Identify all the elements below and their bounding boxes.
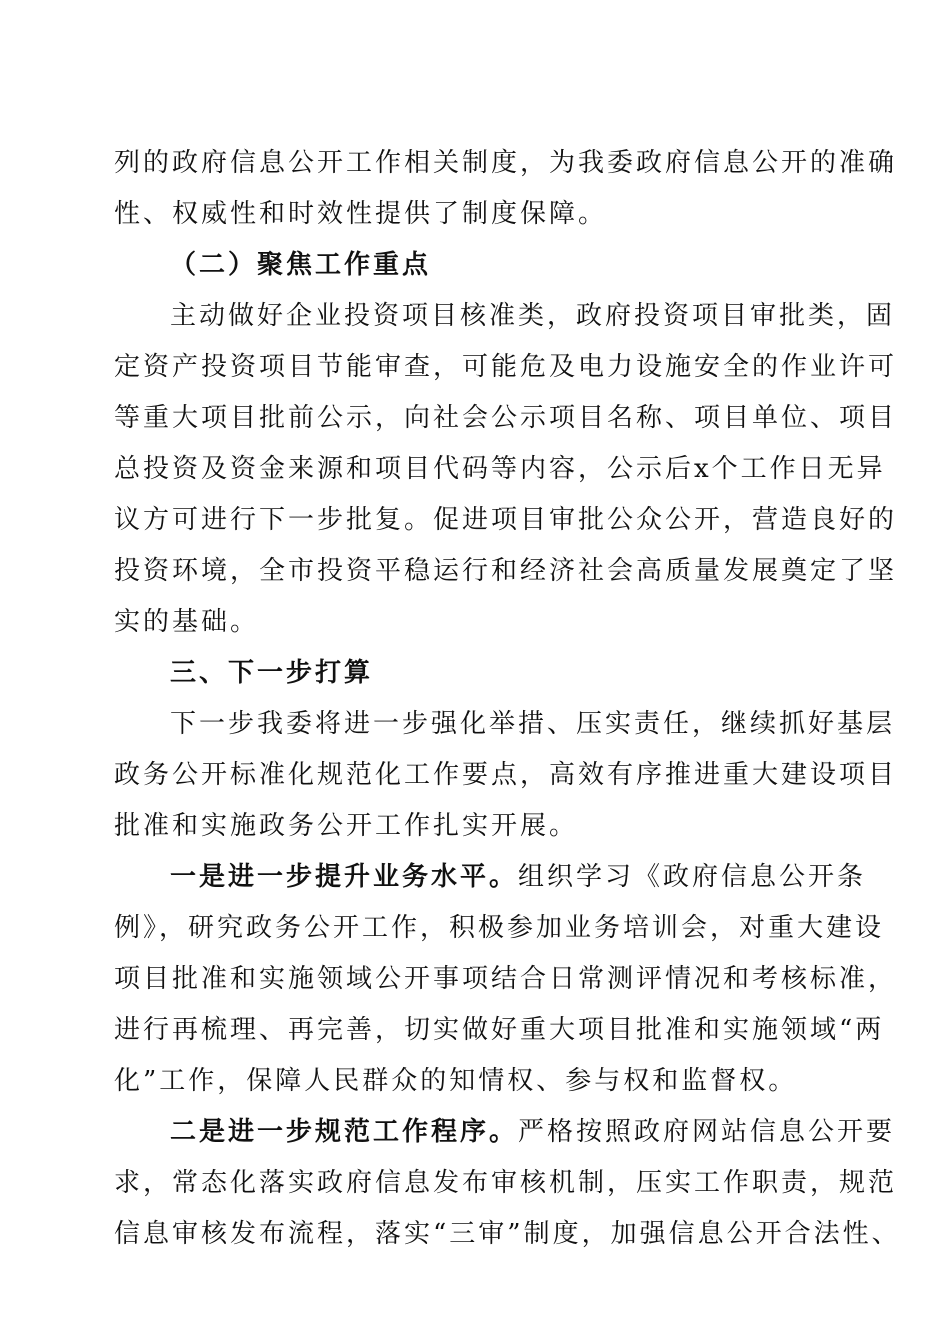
text-line: 投资环境，全市投资平稳运行和经济社会高质量发展奠定了坚 (114, 556, 898, 586)
paragraph-lead-rest: 严格按照政府网站信息公开要 (518, 1117, 896, 1147)
text-line: 项目批准和实施领域公开事项结合日常测评情况和考核标准， (114, 964, 898, 994)
text-line: 主动做好企业投资项目核准类，政府投资项目审批类，固 (170, 301, 896, 331)
text-line: 实的基础。 (114, 607, 260, 637)
paragraph-next-steps (114, 699, 898, 852)
text-line: 进行再梳理、再完善，切实做好重大项目批准和实施领域“两 (114, 1015, 885, 1045)
text-line: 议方可进行下一步批复。促进项目审批公众公开，营造良好的 (114, 505, 898, 535)
text-line: 例》，研究政务公开工作，积极参加业务培训会，对重大建设 (114, 913, 885, 943)
text-line: 性、权威性和时效性提供了制度保障。 (114, 199, 608, 229)
paragraph-continuation (114, 138, 898, 240)
text-line: 等重大项目批前公示，向社会公示项目名称、项目单位、项目 (114, 403, 898, 433)
paragraph-lead-rest: 组织学习《政府信息公开条 (518, 862, 867, 892)
text-line: 政务公开标准化规范化工作要点，高效有序推进重大建设项目 (114, 760, 898, 790)
paragraph-work-procedure (114, 1107, 901, 1260)
text-line (114, 852, 867, 903)
paragraph-focus (114, 291, 898, 648)
text-line: 信息审核发布流程，落实“三审”制度，加强信息公开合法性、 (114, 1219, 901, 1249)
text-line: 下一步我委将进一步强化举措、压实责任，继续抓好基层 (170, 709, 896, 739)
text-line: 列的政府信息公开工作相关制度，为我委政府信息公开的准确 (114, 148, 898, 178)
text-line: 总投资及资金来源和项目代码等内容，公示后x个工作日无异 (114, 454, 886, 484)
paragraph-lead: 一是进一步提升业务水平。 (170, 862, 519, 892)
text-line: 定资产投资项目节能审查，可能危及电力设施安全的作业许可 (114, 352, 898, 382)
text-line: 化”工作，保障人民群众的知情权、参与权和监督权。 (114, 1066, 798, 1096)
paragraph-business-level (114, 852, 898, 1107)
document-page (114, 138, 901, 1260)
text-line: 求，常态化落实政府信息发布审核机制，压实工作职责，规范 (114, 1168, 898, 1198)
text-line (114, 1107, 896, 1158)
paragraph-lead: 二是进一步规范工作程序。 (170, 1117, 519, 1147)
section-subheading-focus: （二）聚焦工作重点 (170, 250, 432, 280)
section-heading-next-steps: 三、下一步打算 (170, 658, 374, 688)
text-line: 批准和实施政务公开工作扎实开展。 (114, 811, 579, 841)
